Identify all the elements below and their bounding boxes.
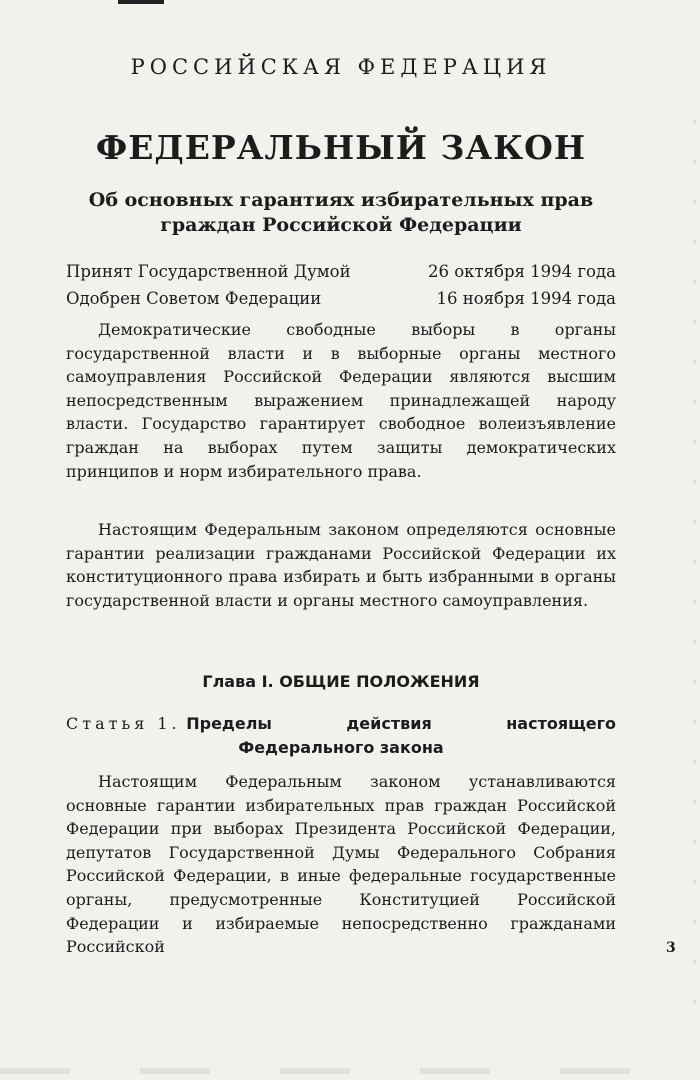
- article-title-word: Пределы: [186, 714, 272, 733]
- article-heading-line-2: Федерального закона: [238, 738, 444, 757]
- article-title-word: действия: [346, 714, 432, 733]
- law-subtitle-line-2: граждан Российской Федерации: [160, 214, 522, 236]
- adoption-block: [66, 258, 616, 312]
- country-heading: РОССИЙСКАЯ ФЕДЕРАЦИЯ: [130, 55, 552, 79]
- adoption-body: Принят Государственной Думой: [66, 262, 351, 281]
- chapter-heading: Глава I. ОБЩИЕ ПОЛОЖЕНИЯ: [202, 672, 480, 691]
- adoption-date: 26 октября 1994 года: [428, 262, 616, 281]
- adoption-date: 16 ноября 1994 года: [436, 289, 616, 308]
- adoption-row: [66, 285, 616, 312]
- adoption-row: [66, 258, 616, 285]
- article-heading-line-1: [66, 712, 616, 736]
- scan-edge-mark: [118, 0, 164, 4]
- scan-edge-noise: [693, 120, 696, 1020]
- article-title-word: настоящего: [506, 714, 616, 733]
- article-1-text: Настоящим Федеральным законом устанавливаются основные гарантии избирательных прав граждан Российской Федерации при выборах Президента Российской Федерации, депутатов Государственной Думы Федерального Собрания Российской Федерации, в иные федеральные государственные органы, предусмотренные Конституцией Российской Федерации и избираемые непосредственно гражданами Российской: [66, 772, 616, 957]
- preamble-paragraph-1: Демократические свободные выборы в органы государственной власти и в выборные органы местного самоуправления Российской Федерации являются высшим непосредственным выражением принадлежащей народу власти. Государство гарантирует свободное волеизъявление граждан на выборах путем защиты демократических принципов и норм избирательного права.: [66, 320, 616, 481]
- article-number: Статья 1.: [66, 714, 181, 733]
- law-title: ФЕДЕРАЛЬНЫЙ ЗАКОН: [95, 128, 587, 167]
- adoption-body: Одобрен Советом Федерации: [66, 289, 322, 308]
- page-number: 3: [666, 940, 676, 956]
- article-heading: [66, 712, 616, 760]
- law-subtitle: [66, 188, 616, 238]
- law-subtitle-line-1: Об основных гарантиях избирательных прав: [88, 189, 594, 211]
- scan-bottom-noise: [0, 1068, 700, 1074]
- preamble-paragraph-2: Настоящим Федеральным законом определяются основные гарантии реализации гражданами Российской Федерации их конституционного права избирать и быть избранными в органы государственной власти и органы местного самоуправления.: [66, 520, 616, 610]
